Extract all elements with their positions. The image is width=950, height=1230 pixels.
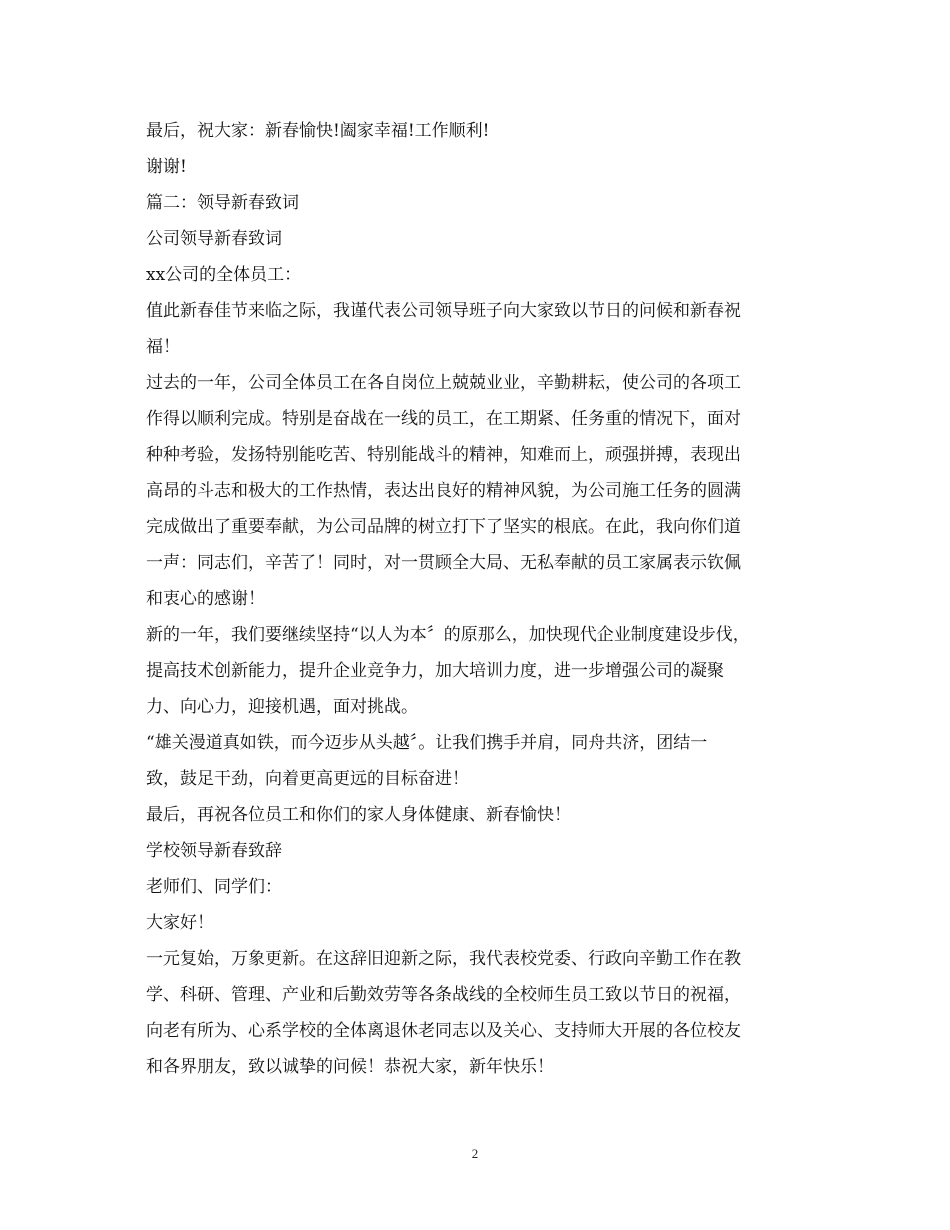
speech-title: 公司领导新春致词 (146, 229, 282, 249)
greeting: 大家好！ (146, 913, 214, 933)
text-line: 提高技术创新能力，提升企业竞争力，加大培训力度，进一步增强公司的凝聚 (146, 661, 724, 681)
text-line: 谢谢! (146, 157, 187, 177)
document-body (146, 113, 810, 1085)
text-line: 过去的一年，公司全体员工在各自岗位上兢兢业业，辛勤耕耘，使公司的各项工 (146, 373, 741, 393)
text-line: 致，鼓足干劲，向着更高更远的目标奋进！ (146, 769, 469, 789)
text-line: “雄关漫道真如铁，而今迈步从头越〞。让我们携手并肩，同舟共济，团结一 (146, 733, 708, 753)
text-line: 最后，祝大家：新春愉快!阖家幸福!工作顺利! (146, 121, 490, 141)
text-line: 学、科研、管理、产业和后勤效劳等各条战线的全校师生员工致以节日的祝福， (146, 985, 741, 1005)
text-line: 福！ (146, 337, 180, 357)
text-line: 种种考验，发扬特别能吃苦、特别能战斗的精神，知难而上，顽强拼搏，表现出 (146, 445, 741, 465)
page-number: 2 (471, 1146, 479, 1161)
section-heading: 篇二：领导新春致词 (146, 193, 299, 213)
text-line: 值此新春佳节来临之际，我谨代表公司领导班子向大家致以节日的问候和新春祝 (146, 301, 741, 321)
text-line: 作得以顺利完成。特别是奋战在一线的员工，在工期紧、任务重的情况下，面对 (146, 409, 741, 429)
salutation: xx公司的全体员工： (146, 265, 302, 285)
text-line: 最后，再祝各位员工和你们的家人身体健康、新春愉快！ (146, 805, 571, 825)
text-line: 向老有所为、心系学校的全体离退休老同志以及关心、支持师大开展的各位校友 (146, 1021, 741, 1041)
text-line: 和衷心的感谢！ (146, 589, 265, 609)
text-line: 完成做出了重要奉献，为公司品牌的树立打下了坚实的根底。在此，我向你们道 (146, 517, 741, 537)
text-line: 一元复始，万象更新。在这辞旧迎新之际，我代表校党委、行政向辛勤工作在教 (146, 949, 741, 969)
text-line: 新的一年，我们要继续坚持“以人为本〞的原那么，加快现代企业制度建设步伐， (146, 625, 750, 645)
salutation: 老师们、同学们： (146, 877, 282, 897)
text-line: 和各界朋友，致以诚挚的问候！恭祝大家，新年快乐！ (146, 1057, 554, 1077)
text-line: 力、向心力，迎接机遇，面对挑战。 (146, 697, 418, 717)
text-line: 高昂的斗志和极大的工作热情，表达出良好的精神风貌，为公司施工任务的圆满 (146, 481, 741, 501)
speech-title: 学校领导新春致辞 (146, 841, 282, 861)
text-line: 一声：同志们，辛苦了！同时，对一贯顾全大局、无私奉献的员工家属表示钦佩 (146, 553, 741, 573)
